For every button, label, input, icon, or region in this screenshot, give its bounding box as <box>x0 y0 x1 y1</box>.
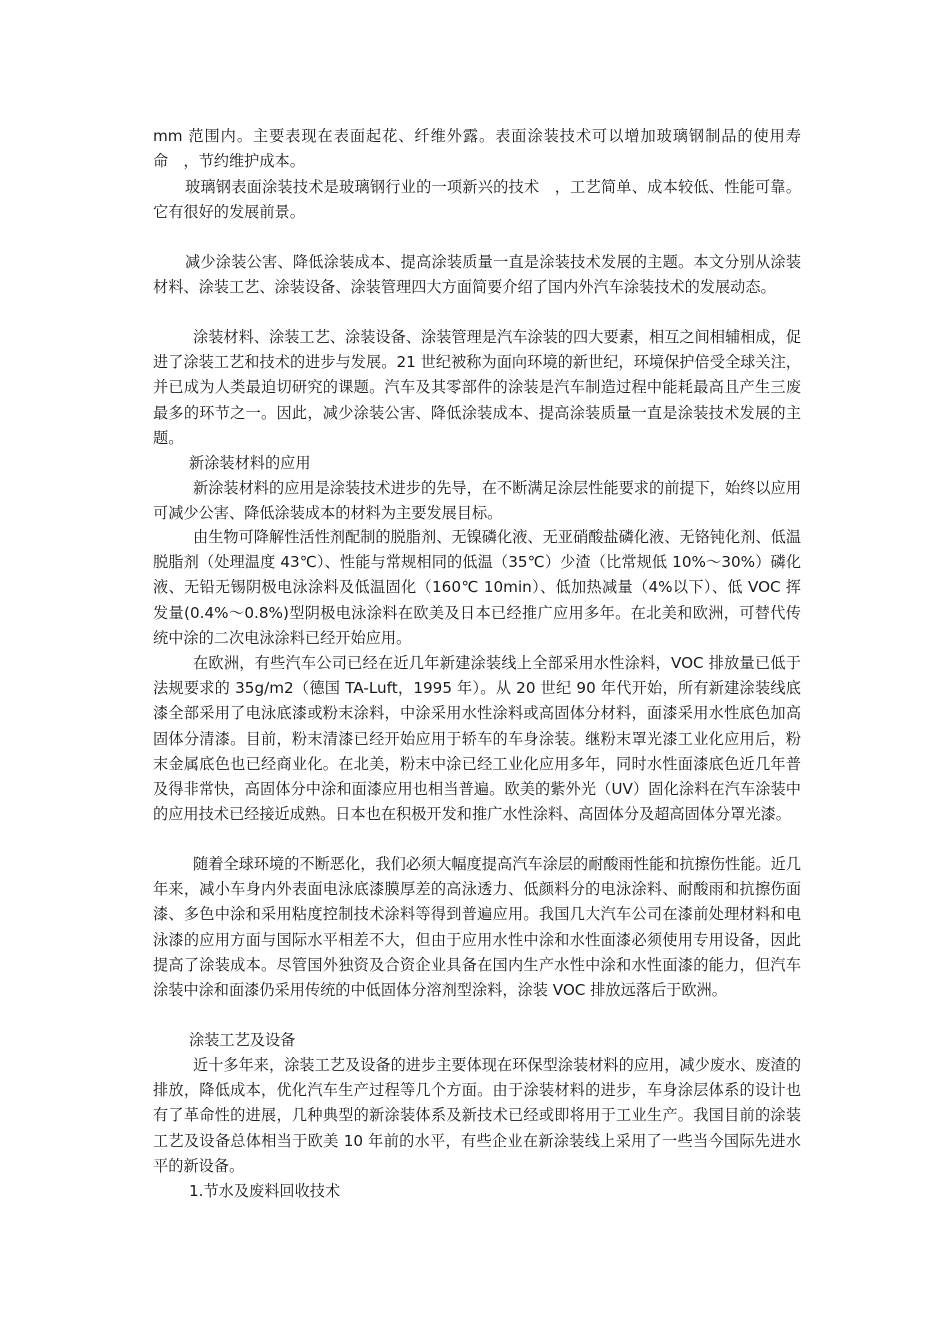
paragraph-four-elements: 涂装材料、涂装工艺、涂装设备、涂装管理是汽车涂装的四大要素，相互之间相辅相成，促进了涂装工艺和技术的进步与发展。21 世纪被称为面向环境的新世纪，环境保护倍受全球关注，并已成为人类最迫切研究的课题。汽车及其零部件的涂装是汽车制造过程中能耗最高且产生三废最多的环节之一。因此，减少涂装公害、降低涂装成本、提高涂装质量一直是涂装技术发展的主题。 <box>153 328 801 447</box>
paragraph-abstract: 减少涂装公害、降低涂装成本、提高涂装质量一直是涂装技术发展的主题。本文分别从涂装材料、涂装工艺、涂装设备、涂装管理四大方面简要介绍了国内外汽车涂装技术的发展动态。 <box>153 253 801 297</box>
paragraph-fiberglass-coating: 玻璃钢表面涂装技术是玻璃钢行业的一项新兴的技术 ，工艺简单、成本较低、性能可靠。它有很好的发展前景。 <box>153 178 801 222</box>
heading-process-equipment: 涂装工艺及设备 <box>189 1031 296 1049</box>
paragraph-europe-waterborne: 在欧洲，有些汽车公司已经在近几年新建涂装线上全部采用水性涂料，VOC 排放量已低于法规要求的 35g/m2（德国 TA-Luft，1995 年）。从 20 世纪 90 年代开始，所有新建涂装线底漆全部采用了电泳底漆或粉末涂料，中涂采用水性涂料或高固体分材料，面漆采用水性底色加高固体分清漆。目前，粉末清漆已经开始应用于轿车的车身涂装。继粉末罩光漆工业化应用后，粉末金属底色也已经商业化。在北美，粉末中涂已经工业化应用多年，同时水性面漆底色近几年普及得非常快，高固体分中涂和面漆应用也相当普遍。欧美的紫外光（UV）固化涂料在汽车涂装中的应用技术已经接近成熟。日本也在积极开发和推广水性涂料、高固体分及超高固体分罩光漆。 <box>153 654 801 824</box>
heading-new-materials: 新涂装材料的应用 <box>189 454 311 472</box>
paragraph-pretreatment-materials: 由生物可降解性活性剂配制的脱脂剂、无镍磷化液、无亚硝酸盐磷化液、无铬钝化剂、低温脱脂剂（处理温度 43℃）、性能与常规相同的低温（35℃）少渣（比常规低 10%～30%）磷化液、无铅无锡阴极电泳涂料及低温固化（160℃ 10min）、低加热减量（4%以下）、低 VOC 挥发量(0.4%～0.8%)型阴极电泳涂料在欧美及日本已经推广应用多年。在北美和欧洲，可替代传统中涂的二次电泳涂料已经开始应用。 <box>153 528 801 647</box>
paragraph-acid-rain-resistance: 随着全球环境的不断恶化，我们必须大幅度提高汽车涂层的耐酸雨性能和抗擦伤性能。近几年来，减小车身内外表面电泳底漆膜厚差的高泳透力、低颜料分的电泳涂料、耐酸雨和抗擦伤面漆、多色中涂和采用粘度控制技术涂料等得到普遍应用。我国几大汽车公司在漆前处理材料和电泳漆的应用方面与国际水平相差不大，但由于应用水性中涂和水性面漆必须使用专用设备，因此提高了涂装成本。尽管国外独资及合资企业具备在国内生产水性中涂和水性面漆的能力，但汽车涂装中涂和面漆仍采用传统的中低固体分溶剂型涂料，涂装 VOC 排放远落后于欧洲。 <box>153 855 801 1000</box>
paragraph-fiberglass-defects: mm 范围内。主要表现在表面起花、纤维外露。表面涂装技术可以增加玻璃钢制品的使用寿命 ，节约维护成本。 <box>153 127 801 171</box>
paragraph-process-equipment: 近十多年来，涂装工艺及设备的进步主要体现在环保型涂装材料的应用，减少废水、废渣的排放，降低成本，优化汽车生产过程等几个方面。由于涂装材料的进步，车身涂层体系的设计也有了革命性的进展，几种典型的新涂装体系及新技术已经或即将用于工业生产。我国目前的涂装工艺及设备总体相当于欧美 10 年前的水平，有些企业在新涂装线上采用了一些当今国际先进水平的新设备。 <box>153 1056 801 1175</box>
heading-water-saving: 1.节水及废料回收技术 <box>189 1182 341 1200</box>
paragraph-new-materials-intro: 新涂装材料的应用是涂装技术进步的先导，在不断满足涂层性能要求的前提下，始终以应用可减少公害、降低涂装成本的材料为主要发展目标。 <box>153 479 801 523</box>
